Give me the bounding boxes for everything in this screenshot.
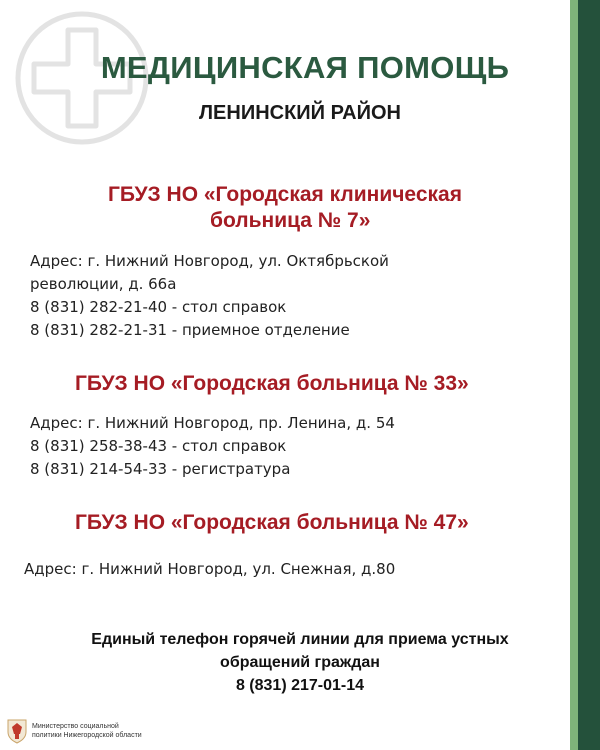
hospital-3-name: ГБУЗ НО «Городская больница № 47» [75, 511, 469, 534]
hospital-1-name-line2: больница № 7» [210, 209, 371, 232]
page-title: МЕДИЦИНСКАЯ ПОМОЩЬ [100, 50, 510, 85]
footer-org [32, 722, 142, 740]
hospital-3-info [24, 558, 544, 581]
hospital-1-phone-1: 8 (831) 282-21-40 - стол справок [30, 298, 287, 316]
hospital-1-address-line1: Адрес: г. Нижний Новгород, ул. Октябрьской [30, 252, 389, 270]
hospital-2-name: ГБУЗ НО «Городская больница № 33» [75, 372, 469, 395]
hospital-1-phone-2: 8 (831) 282-21-31 - приемное отделение [30, 321, 350, 339]
hospital-2-info [30, 412, 550, 481]
sidebar-stripe-dark [578, 0, 600, 750]
hotline-text-line1: Единый телефон горячей линии для приема устных [91, 631, 509, 648]
page-subtitle: ЛЕНИНСКИЙ РАЙОН [199, 102, 401, 124]
coat-of-arms-icon [6, 718, 28, 744]
hospital-1-name [108, 182, 528, 234]
footer-org-line1: Министерство социальной [32, 723, 119, 730]
hospital-1-info [30, 250, 550, 342]
hospital-3-address: Адрес: г. Нижний Новгород, ул. Снежная, д.80 [24, 560, 396, 578]
hotline-text-line2: обращений граждан [220, 654, 380, 671]
hospital-1-name-line1: ГБУЗ НО «Городская клиническая [108, 183, 462, 206]
hospital-1-address-line2: революции, д. 66а [30, 275, 177, 293]
footer-org-line2: политики Нижегородской области [32, 732, 142, 739]
hospital-2-address: Адрес: г. Нижний Новгород, пр. Ленина, д. 54 [30, 414, 395, 432]
hospital-2-phone-1: 8 (831) 258-38-43 - стол справок [30, 437, 287, 455]
hotline-block [40, 628, 560, 697]
hospital-2-phone-2: 8 (831) 214-54-33 - регистратура [30, 460, 291, 478]
sidebar-stripe-light [570, 0, 578, 750]
hotline-phone: 8 (831) 217-01-14 [235, 677, 365, 694]
